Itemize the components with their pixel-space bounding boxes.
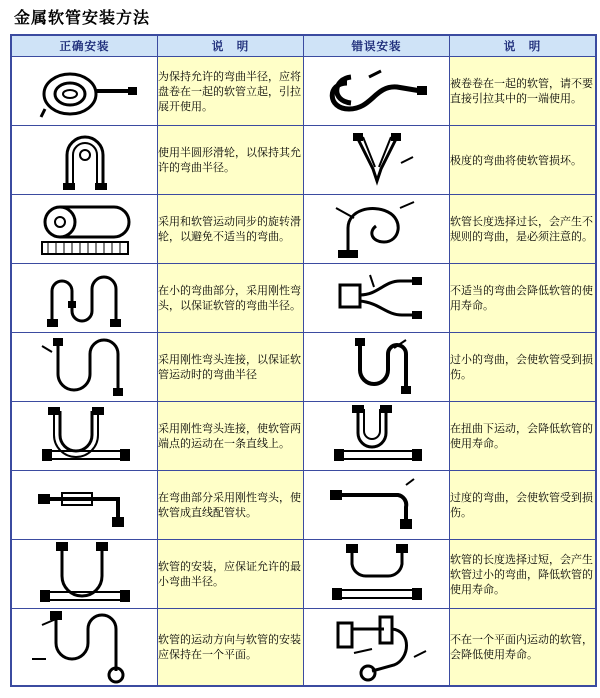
correct-install-figure-cell	[11, 195, 158, 264]
correct-note-cell: 采用刚性弯头连接，以保证软管运动时的弯曲半径	[158, 333, 304, 402]
wrong-install-figure-cell	[304, 333, 450, 402]
table-row	[11, 126, 596, 195]
column-header-correct-note: 说 明	[158, 35, 304, 57]
correct-note-cell: 为保持允许的弯曲半径，应将盘卷在一起的软管立起，引拉展开使用。	[158, 57, 304, 126]
straight-pipe-with-elbow-icon	[22, 477, 148, 533]
wrong-note-cell: 极度的弯曲将使软管损坏。	[450, 126, 597, 195]
semicircular-sheave-icon	[25, 129, 145, 191]
improper-bend-icon	[314, 267, 440, 329]
coiled-hose-standing-icon	[25, 61, 145, 121]
table-row	[11, 195, 596, 264]
correct-install-figure-cell	[11, 609, 158, 687]
wrong-note-cell: 过度的弯曲，会使软管受到损伤。	[450, 471, 597, 540]
wrong-note-cell: 软管长度选择过长，会产生不规则的弯曲，是必须注意的。	[450, 195, 597, 264]
excessive-bend-icon	[314, 477, 440, 533]
table-row	[11, 264, 596, 333]
correct-note-cell: 使用半圆形滑轮，以保持其允许的弯曲半径。	[158, 126, 304, 195]
wrong-install-figure-cell	[304, 402, 450, 471]
wrong-install-figure-cell	[304, 57, 450, 126]
wrong-note-cell: 在扭曲下运动，会降低软管的使用寿命。	[450, 402, 597, 471]
page-title: 金属软管安装方法	[14, 8, 151, 27]
wrong-note-cell: 不在一个平面内运动的软管，会降低使用寿命。	[450, 609, 597, 687]
rigid-bend-small-radius-icon	[22, 267, 148, 329]
table-header-row	[11, 35, 596, 57]
column-header-correct-install: 正确安装	[11, 35, 158, 57]
wrong-install-figure-cell	[304, 609, 450, 687]
rigid-elbow-straight-line-icon	[22, 405, 148, 467]
correct-note-cell: 软管的运动方向与软管的安装应保持在一个平面。	[158, 609, 304, 687]
wrong-install-figure-cell	[304, 126, 450, 195]
excess-length-irregular-bend-icon	[314, 198, 440, 260]
correct-note-cell: 采用刚性弯头连接，使软管两端点的运动在一条直线上。	[158, 402, 304, 471]
correct-install-figure-cell	[11, 402, 158, 471]
correct-install-figure-cell	[11, 57, 158, 126]
correct-install-figure-cell	[11, 471, 158, 540]
column-header-wrong-note: 说 明	[450, 35, 597, 57]
wrong-install-figure-cell	[304, 195, 450, 264]
wrong-note-cell: 不适当的弯曲会降低软管的使用寿命。	[450, 264, 597, 333]
correct-install-figure-cell	[11, 540, 158, 609]
sharp-bend-hose-icon	[317, 129, 437, 191]
twist-motion-icon	[314, 405, 440, 467]
excess-length-small-bend-icon	[314, 542, 440, 606]
table-row	[11, 540, 596, 609]
minimum-bend-radius-install-icon	[22, 542, 148, 606]
wrong-install-figure-cell	[304, 264, 450, 333]
wrong-note-cell: 被卷卷在一起的软管，请不要直接引拉其中的一端使用。	[450, 57, 597, 126]
correct-note-cell: 在小的弯曲部分，采用刚性弯头，以保证软管的弯曲半径。	[158, 264, 304, 333]
table-row	[11, 333, 596, 402]
table-row	[11, 402, 596, 471]
correct-note-cell: 在弯曲部分采用刚性弯头，使软管成直线配管状。	[158, 471, 304, 540]
wrong-install-figure-cell	[304, 540, 450, 609]
too-small-bend-icon	[314, 334, 440, 400]
table-body	[11, 57, 596, 687]
table-row	[11, 471, 596, 540]
correct-install-figure-cell	[11, 264, 158, 333]
correct-note-cell: 采用和软管运动同步的旋转滑轮，以避免不适当的弯曲。	[158, 195, 304, 264]
table-header	[11, 35, 596, 57]
synchronized-rotating-sheave-icon	[22, 198, 148, 260]
column-header-wrong-install: 错误安装	[304, 35, 450, 57]
coiled-hose-pulled-icon	[317, 61, 437, 121]
correct-install-figure-cell	[11, 333, 158, 402]
table-row	[11, 57, 596, 126]
out-of-plane-motion-icon	[314, 609, 440, 685]
same-plane-motion-icon	[22, 609, 148, 685]
table-row	[11, 609, 596, 687]
hose-installation-table	[10, 34, 597, 687]
wrong-install-figure-cell	[304, 471, 450, 540]
wrong-note-cell: 过小的弯曲，会使软管受到损伤。	[450, 333, 597, 402]
wrong-note-cell: 软管的长度选择过短，会产生软管过小的弯曲，降低软管的使用寿命。	[450, 540, 597, 609]
correct-note-cell: 软管的安装，应保证允许的最小弯曲半径。	[158, 540, 304, 609]
correct-install-figure-cell	[11, 126, 158, 195]
rigid-elbow-connection-icon	[22, 334, 148, 400]
